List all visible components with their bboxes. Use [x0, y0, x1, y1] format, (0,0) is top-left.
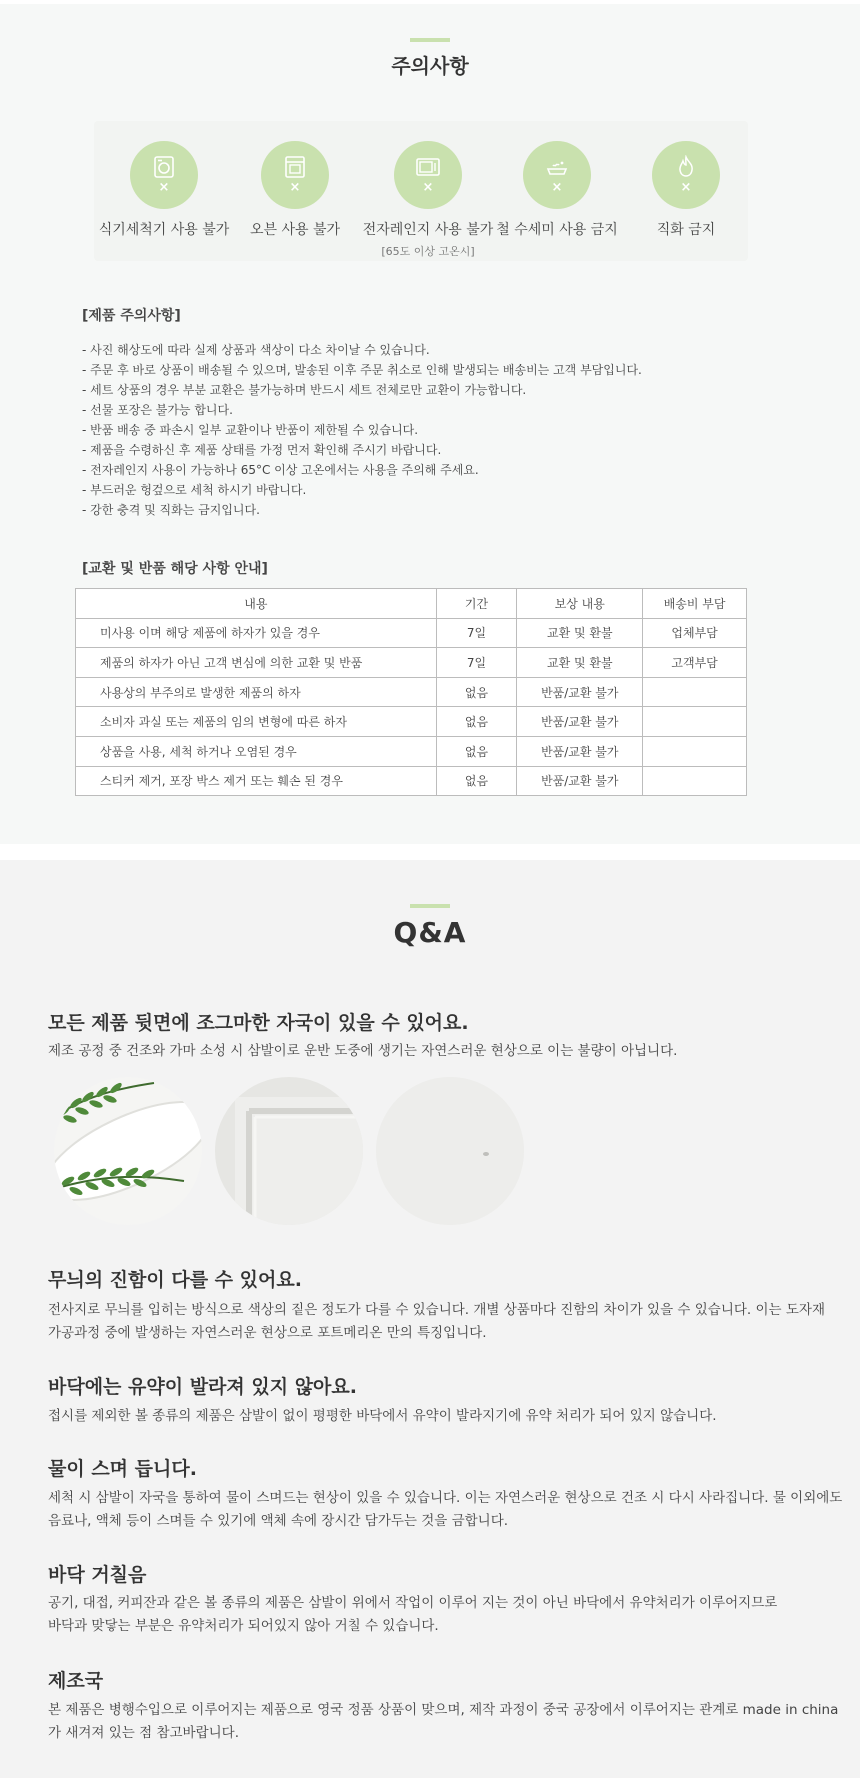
- qa-question: 제조국: [48, 1670, 104, 1692]
- qa-answer: 가 새겨져 있는 점 참고바랍니다.: [48, 1725, 239, 1741]
- prohibited-mark: ×: [680, 180, 692, 195]
- list-item: - 제품을 수령하신 후 제품 상태를 가정 먼저 확인해 주시기 바랍니다.: [82, 443, 442, 457]
- list-item: - 반품 배송 중 파손시 일부 교환이나 반품이 제한될 수 있습니다.: [82, 423, 419, 437]
- prohibited-mark: ×: [422, 180, 434, 195]
- plate-edge-photo: [215, 1077, 363, 1225]
- prohibited-mark: ×: [158, 180, 170, 195]
- table-cell: 교환 및 환불: [517, 618, 643, 648]
- exchange-title: [교환 및 반품 해당 사항 안내]: [82, 561, 268, 577]
- oven-icon: [261, 141, 329, 209]
- table-cell: 사용상의 부주의로 발생한 제품의 하자: [76, 677, 437, 707]
- prohibited-mark: ×: [289, 180, 301, 195]
- list-item: - 주문 후 바로 상품이 배송될 수 있으며, 발송된 이후 주문 취소로 인해 발생되는 배송비는 고객 부담입니다.: [82, 363, 642, 377]
- table-row: [76, 618, 747, 648]
- qa-answer: 공기, 대접, 커피잔과 같은 볼 종류의 제품은 삼발이 위에서 작업이 이루어 지는 것이 아닌 바닥에서 유약처리가 이루어지므로: [48, 1595, 778, 1611]
- qa-answer: 접시를 제외한 볼 종류의 제품은 삼발이 없이 평평한 바닥에서 유약이 발라지기에 유약 처리가 되어 있지 않습니다.: [48, 1408, 717, 1424]
- table-cell: 7일: [436, 648, 517, 678]
- microwave-icon: [394, 141, 462, 209]
- qa-question: 바닥 거칠음: [48, 1564, 147, 1586]
- steel-wool-icon: [523, 141, 591, 209]
- caution-label: 식기세척기 사용 불가: [98, 222, 230, 238]
- table-cell: 교환 및 환불: [517, 648, 643, 678]
- table-row: [76, 707, 747, 737]
- table-cell: [643, 766, 747, 796]
- column-header: 내용: [76, 589, 437, 619]
- fire-icon: [652, 141, 720, 209]
- qa-answer: 세척 시 삼발이 자국을 통하여 물이 스며드는 현상이 있을 수 있습니다. 이는 자연스러운 현상으로 건조 시 다시 사라집니다. 물 이외에도: [48, 1490, 843, 1506]
- table-cell: 없음: [436, 736, 517, 766]
- table-cell: 소비자 과실 또는 제품의 임의 변형에 따른 하자: [76, 707, 437, 737]
- caution-label: 철 수세미 사용 금지: [496, 222, 618, 238]
- qa-title: Q&A: [393, 916, 467, 949]
- column-header: 보상 내용: [517, 589, 643, 619]
- table-row: [76, 736, 747, 766]
- exchange-table: [75, 588, 747, 796]
- qa-answer: 가공과정 중에 발생하는 자연스러운 현상으로 포트메리온 만의 특징입니다.: [48, 1325, 487, 1341]
- table-cell: 없음: [436, 677, 517, 707]
- qa-question: 모든 제품 뒷면에 조그마한 자국이 있을 수 있어요.: [48, 1012, 469, 1034]
- caution-title: 주의사항: [391, 54, 469, 78]
- table-cell: 반품/교환 불가: [517, 707, 643, 737]
- table-cell: [643, 707, 747, 737]
- plate-mark-photo: [376, 1077, 524, 1225]
- product-notes-list: [82, 340, 642, 520]
- table-cell: 제품의 하자가 아닌 고객 변심에 의한 교환 및 반품: [76, 648, 437, 678]
- title-accent-bar: [410, 904, 450, 908]
- table-row: [76, 766, 747, 796]
- list-item: - 사진 해상도에 따라 실제 상품과 색상이 다소 차이날 수 있습니다.: [82, 343, 430, 357]
- qa-answer: 바닥과 맞닿는 부분은 유약처리가 되어있지 않아 거칠 수 있습니다.: [48, 1618, 439, 1634]
- qa-answer: 제조 공정 중 건조와 가마 소성 시 삼발이로 운반 도중에 생기는 자연스러운 현상으로 이는 불량이 아닙니다.: [48, 1043, 678, 1059]
- qa-question: 무늬의 진함이 다를 수 있어요.: [48, 1269, 302, 1291]
- list-item: - 전자레인지 사용이 가능하나 65°C 이상 고온에서는 사용을 주의해 주세요.: [82, 463, 479, 477]
- table-cell: [643, 736, 747, 766]
- caution-label: 직화 금지: [656, 222, 716, 238]
- list-item: - 세트 상품의 경우 부분 교환은 불가능하며 반드시 세트 전체로만 교환이 가능합니다.: [82, 383, 527, 397]
- caution-label: 전자레인지 사용 불가: [362, 222, 494, 238]
- list-item: - 부드러운 헝겊으로 세척 하시기 바랍니다.: [82, 483, 307, 497]
- table-header-row: [76, 589, 747, 619]
- caution-sublabel: [65도 이상 고온시]: [381, 245, 475, 258]
- list-item: - 선물 포장은 불가능 합니다.: [82, 403, 233, 417]
- column-header: 기간: [436, 589, 517, 619]
- table-cell: 상품을 사용, 세척 하거나 오염된 경우: [76, 736, 437, 766]
- caution-label: 오븐 사용 불가: [249, 222, 341, 238]
- table-cell: 고객부담: [643, 648, 747, 678]
- table-cell: 없음: [436, 766, 517, 796]
- table-cell: 없음: [436, 707, 517, 737]
- table-cell: 반품/교환 불가: [517, 766, 643, 796]
- table-cell: 미사용 이며 해당 제품에 하자가 있을 경우: [76, 618, 437, 648]
- product-notes-title: [제품 주의사항]: [82, 308, 181, 324]
- table-row: [76, 677, 747, 707]
- plate-pattern-photo: [54, 1077, 202, 1225]
- table-cell: 반품/교환 불가: [517, 677, 643, 707]
- qa-question: 물이 스며 듭니다.: [48, 1458, 197, 1480]
- qa-answer: 전사지로 무늬를 입히는 방식으로 색상의 짙은 정도가 다를 수 있습니다. 개별 상품마다 진함의 차이가 있을 수 있습니다. 이는 도자재: [48, 1302, 825, 1318]
- column-header: 배송비 부담: [643, 589, 747, 619]
- qa-answer: 음료나, 액체 등이 스며들 수 있기에 액체 속에 장시간 담가두는 것을 금합니다.: [48, 1513, 509, 1529]
- table-cell: 반품/교환 불가: [517, 736, 643, 766]
- table-cell: 업체부담: [643, 618, 747, 648]
- table-cell: 스티커 제거, 포장 박스 제거 또는 훼손 된 경우: [76, 766, 437, 796]
- prohibited-mark: ×: [551, 180, 563, 195]
- qa-question: 바닥에는 유약이 발라져 있지 않아요.: [48, 1376, 357, 1398]
- table-cell: [643, 677, 747, 707]
- qa-answer: 본 제품은 병행수입으로 이루어지는 제품으로 영국 정품 상품이 맞으며, 제작 과정이 중국 공장에서 이루어지는 관계로 made in china: [48, 1702, 839, 1718]
- title-accent-bar: [410, 38, 450, 42]
- caution-item-fire: [596, 141, 776, 239]
- table-row: [76, 648, 747, 678]
- dishwasher-icon: [130, 141, 198, 209]
- list-item: - 강한 충격 및 직화는 금지입니다.: [82, 503, 260, 517]
- table-cell: 7일: [436, 618, 517, 648]
